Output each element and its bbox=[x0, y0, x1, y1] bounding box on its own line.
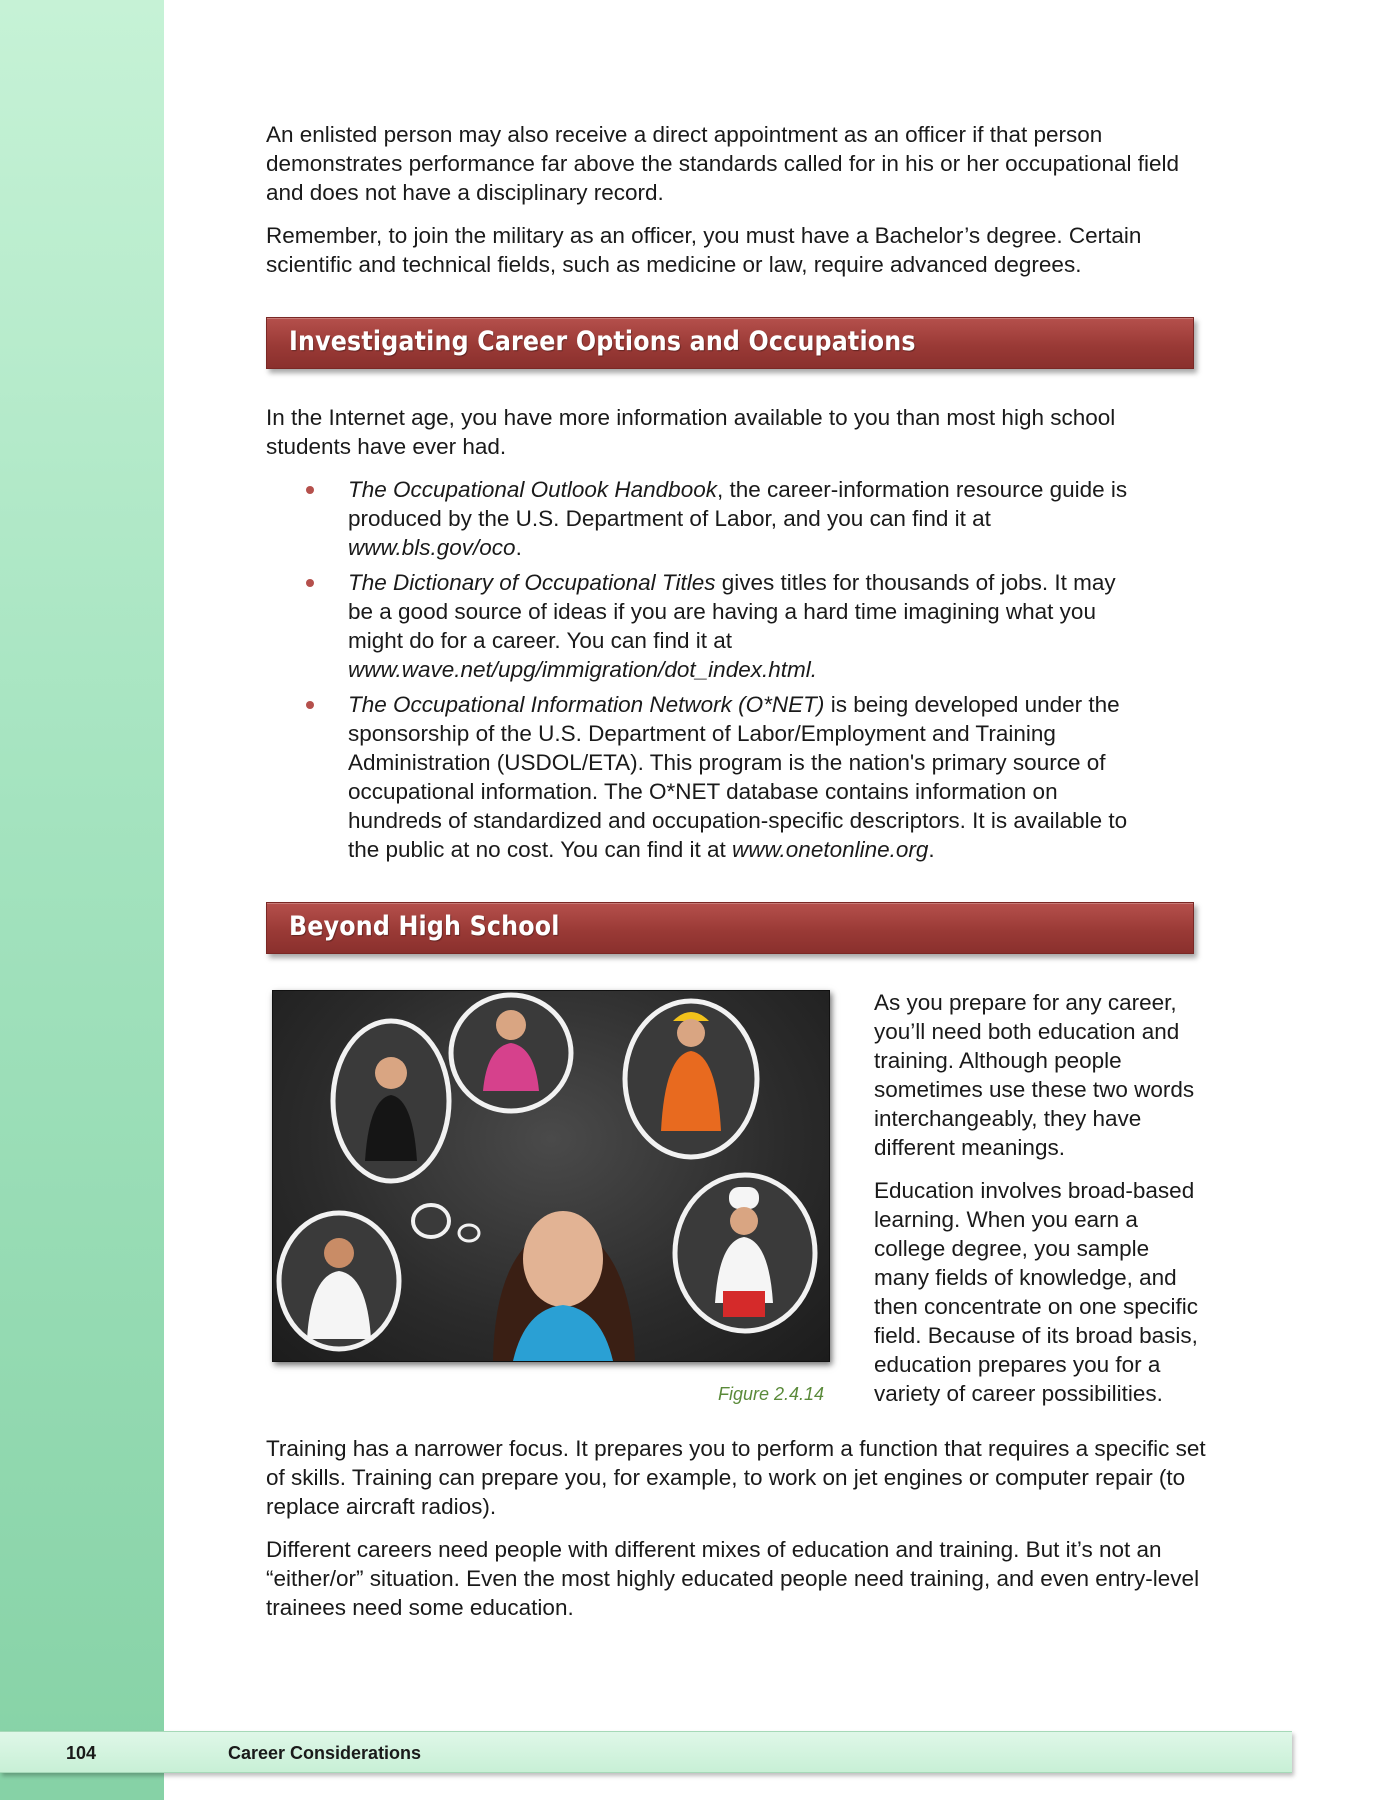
resource-text: is being developed under the sponsorship of the U.S. Department of Labor/Employment and Training Administration (USDOL/ETA). This program is the nation's primary source of occupational information. The O*NET database contains information on hundreds of standardized and occupation-specific descriptors. It is available to the public at no cost. You can find it at bbox=[348, 692, 1128, 862]
section-banner-careers bbox=[266, 317, 1194, 369]
resource-title: The Dictionary of Occupational Titles bbox=[348, 570, 716, 595]
small-bubble bbox=[459, 1225, 479, 1241]
figure-row bbox=[266, 988, 1206, 1428]
footer-band bbox=[0, 1731, 1292, 1773]
list-item: The Occupational Information Network (O*NET) is being developed under the sponsorship of the U.S. Department of Labor/Employment and Training Administration (USDOL/ETA). This program is the nation's primary source of occupational information. The O*NET database contains information on hundreds of standardized and occupation-specific descriptors. It is available to the public at no cost. You can find it at www.onetonline.org. bbox=[348, 690, 1206, 864]
resource-text: gives titles for thousands of jobs. It may be a good source of ideas if you are having a hard time imagining what you might do for a career. You can find it at bbox=[348, 570, 1116, 653]
small-bubble bbox=[413, 1205, 449, 1237]
photo-illustration bbox=[273, 991, 829, 1361]
section-heading-beyond: Beyond High School bbox=[289, 911, 560, 942]
intro-paragraph-2: Remember, to join the military as an officer, you must have a Bachelor’s degree. Certain scientific and technical fields, such as medicine or law, require advanced degrees. bbox=[266, 223, 1142, 277]
footer-title: Career Considerations bbox=[228, 1743, 422, 1763]
list-item: The Occupational Outlook Handbook, the career-information resource guide is produced by the U.S. Department of Labor, and you can find it at www.bls.gov/oco. bbox=[348, 475, 1206, 562]
careers-mix-paragraph: Different careers need people with different mixes of education and training. But it’s not an “either/or” situation. Even the most highly educated people need training, and even entry-level trainees need some education. bbox=[266, 1537, 1200, 1620]
resource-text: , the career-information resource guide is produced by the U.S. Department of Labor, and you can find it at bbox=[348, 477, 1128, 531]
section-banner-beyond bbox=[266, 902, 1194, 954]
page-content bbox=[266, 120, 1206, 1636]
resource-link[interactable]: www.bls.gov/oco bbox=[348, 535, 516, 560]
section-heading-careers: Investigating Career Options and Occupations bbox=[289, 326, 916, 357]
resource-title: The Occupational Outlook Handbook bbox=[348, 477, 717, 502]
sidebar-band bbox=[0, 0, 164, 1800]
training-paragraph: Training has a narrower focus. It prepares you to perform a function that requires a specific set of skills. Training can prepare you, for example, to work on jet engines or computer repair (to replace aircraft radios). bbox=[266, 1436, 1206, 1519]
page-number: 104 bbox=[66, 1743, 97, 1763]
section1-intro: In the Internet age, you have more information available to you than most high school students have ever had. bbox=[266, 405, 1116, 459]
side-paragraph-1: As you prepare for any career, you’ll need both education and training. Although people sometimes use these two words interchangeably, they have different meanings. bbox=[874, 990, 1195, 1160]
resource-link[interactable]: www.wave.net/upg/immigration/dot_index.html. bbox=[348, 657, 817, 682]
intro-paragraph-1: An enlisted person may also receive a direct appointment as an officer if that person demonstrates performance far above the standards called for in his or her occupational field and does not have a disciplinary record. bbox=[266, 122, 1180, 205]
list-item bbox=[348, 568, 1206, 684]
side-paragraph-2: Education involves broad-based learning. When you earn a college degree, you sample many fields of knowledge, and then concentrate on one specific field. Because of its broad basis, education prepares you for a variety of career possibilities. bbox=[874, 1178, 1198, 1406]
figure-student bbox=[493, 1211, 635, 1361]
resource-link[interactable]: www.onetonline.org bbox=[732, 837, 929, 862]
career-dreams-photo bbox=[272, 990, 830, 1362]
side-text bbox=[874, 988, 1206, 1422]
resource-list bbox=[266, 475, 1206, 864]
resource-title: The Occupational Information Network (O*NET) bbox=[348, 692, 825, 717]
figure-caption: Figure 2.4.14 bbox=[718, 1384, 825, 1404]
